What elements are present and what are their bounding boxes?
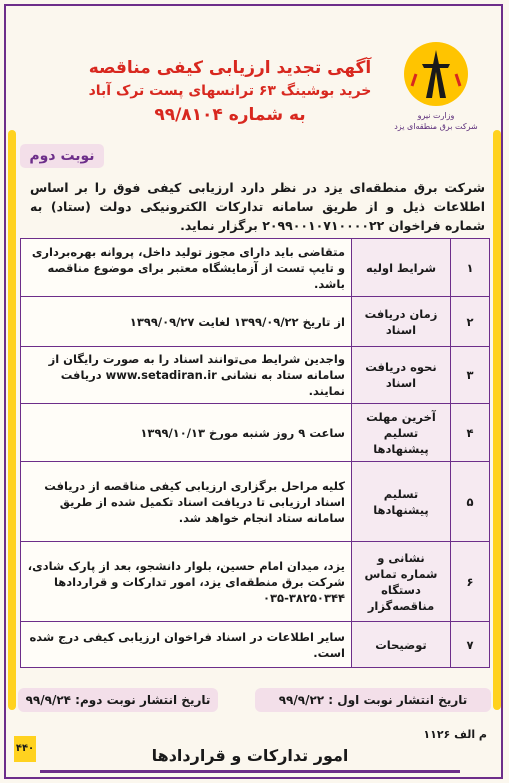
table-row (21, 404, 490, 462)
table-row (21, 542, 490, 622)
row-number: ۳ (451, 347, 490, 404)
table-row (21, 239, 490, 297)
row-number: ۷ (451, 622, 490, 668)
table-row (21, 462, 490, 542)
left-decor-band (8, 130, 16, 710)
row-value: سایر اطلاعات در اسناد فراخوان ارزیابی کیفی درج شده است. (21, 622, 352, 668)
footer-divider (40, 770, 460, 773)
row-value: کلیه مراحل برگزاری ارزیابی کیفی مناقصه از دریافت اسناد ارزیابی تا دریافت اسناد تکمیل شده از طریق سامانه ستاد انجام خواهد شد. (21, 462, 352, 542)
row-number: ۲ (451, 297, 490, 347)
row-key: تسلیم پیشنهادها (352, 462, 451, 542)
row-number: ۱ (451, 239, 490, 297)
round-badge: نوبت دوم (20, 144, 104, 168)
company-logo (393, 42, 479, 146)
right-decor-band (493, 130, 501, 710)
title-line-1: آگهی تجدید ارزیابی کیفی مناقصه (88, 58, 372, 78)
ministry-name: وزارت نیرو (417, 111, 455, 120)
row-value: ساعت ۹ روز شنبه مورخ ۱۳۹۹/۱۰/۱۳ (21, 404, 352, 462)
footer-department: امور تدارکات و قراردادها (151, 746, 349, 765)
row-value: یزد، میدان امام حسین، بلوار دانشجو، بعد از پارک شادی، شرکت برق منطقه‌ای یزد، امور تدارکات و قراردادها ۳۸۲۵۰۳۴۴-۰۳۵ (21, 542, 352, 622)
row-key: زمان دریافت اسناد (352, 297, 451, 347)
row-key: نحوه دریافت اسناد (352, 347, 451, 404)
row-key: آخرین مهلت تسلیم پیشنهادها (352, 404, 451, 462)
table-row (21, 347, 490, 404)
company-name: شرکت برق منطقه‌ای یزد (394, 122, 478, 131)
row-number: ۴ (451, 404, 490, 462)
title-line-3: به شماره ۹۹/۸۱۰۴ (154, 105, 306, 125)
row-value: متقاضی باید دارای مجوز تولید داخل، پروانه بهره‌برداری و تایپ تست از آزمایشگاه معتبر برای موضوع مناقصه باشد. (21, 239, 352, 297)
tender-details-table (20, 238, 490, 668)
row-key: توضیحات (352, 622, 451, 668)
ad-code: م الف ۱۱۲۶ (423, 728, 487, 741)
second-publication-date: تاریخ انتشار نوبت دوم: ۹۹/۹/۲۴ (18, 688, 218, 712)
row-number: ۶ (451, 542, 490, 622)
row-number: ۵ (451, 462, 490, 542)
power-tower-icon (404, 42, 468, 106)
row-value: از تاریخ ۱۳۹۹/۰۹/۲۲ لغایت ۱۳۹۹/۰۹/۲۷ (21, 297, 352, 347)
title-line-2: خرید بوشینگ ۶۳ ترانسهای پست ترک آباد (88, 83, 372, 99)
ad-title (70, 56, 390, 128)
table-row (21, 622, 490, 668)
row-key: شرایط اولیه (352, 239, 451, 297)
row-key: نشانی و شماره تماس دستگاه مناقصه‌گزار (352, 542, 451, 622)
row-value: واجدین شرایط می‌توانند اسناد را به صورت رایگان از سامانه ستاد به نشانی www.setadiran.ir دریافت نمایند. (21, 347, 352, 404)
page-number: ۴۴۰ (14, 736, 36, 762)
table-row (21, 297, 490, 347)
intro-paragraph: شرکت برق منطقه‌ای یزد در نظر دارد ارزیابی کیفی فوق را بر اساس اطلاعات ذیل و از طریق سامانه تدارکات الکترونیکی دولت (ستاد) به شماره فراخوان ۲۰۹۹۰۰۱۰۷۱۰۰۰۰۲۲ برگزار نماید. (30, 180, 485, 233)
first-publication-date: تاریخ انتشار نوبت اول : ۹۹/۹/۲۲ (255, 688, 491, 712)
